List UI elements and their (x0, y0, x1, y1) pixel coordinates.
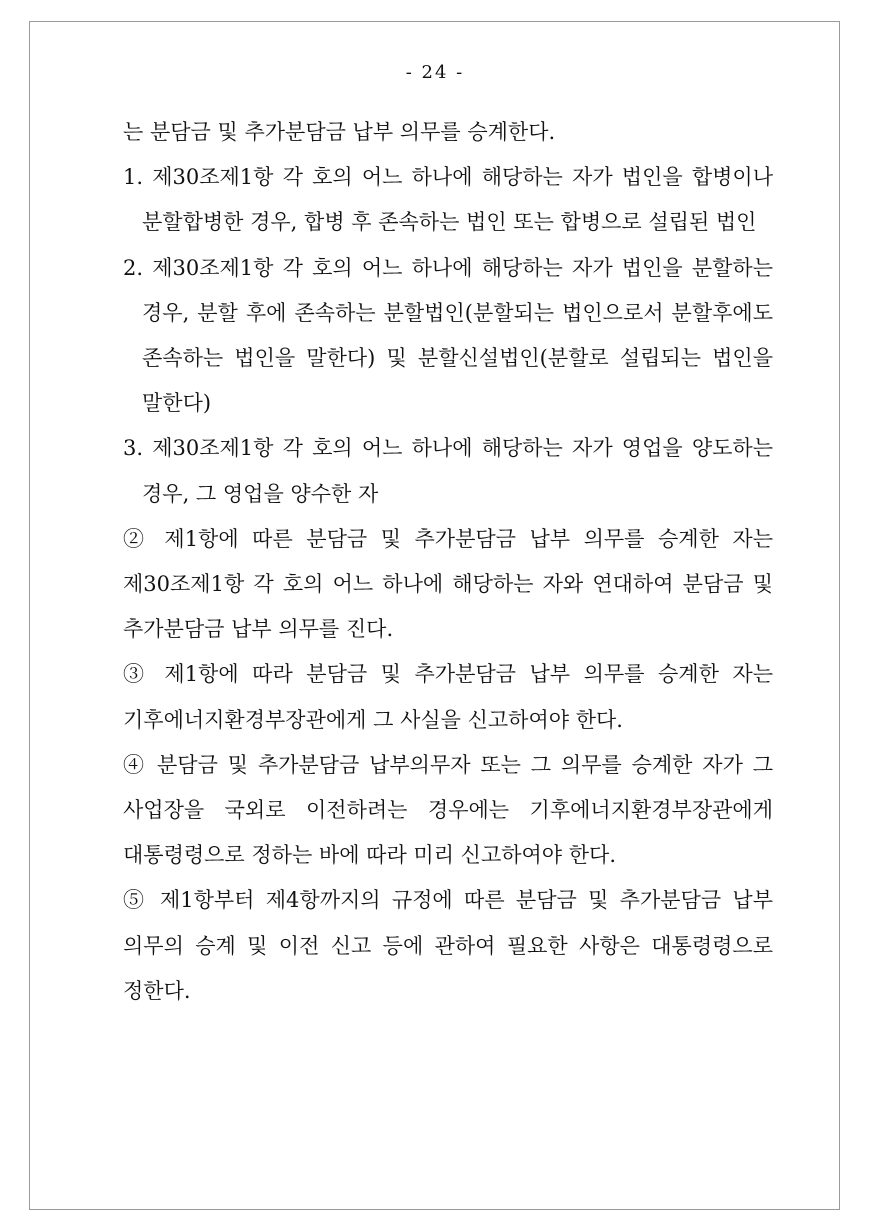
list-item-1: 1. 제30조제1항 각 호의 어느 하나에 해당하는 자가 법인을 합병이나 분할합병한 경우, 합병 후 존속하는 법인 또는 합병으로 설립된 법인 (123, 165, 773, 235)
clause-4: ④ 분담금 및 추가분담금 납부의무자 또는 그 의무를 승계한 자가 그 사업장을 국외로 이전하려는 경우에는 기후에너지환경부장관에게 대통령령으로 정하는 바에 따라 미리 신고하여야 한다. (123, 752, 773, 868)
page-number: - 24 - (405, 62, 465, 83)
list-item-3: 3. 제30조제1항 각 호의 어느 하나에 해당하는 자가 영업을 양도하는 경우, 그 영업을 양수한 자 (123, 436, 773, 506)
document-body (123, 110, 773, 1014)
list-item-2: 2. 제30조제1항 각 호의 어느 하나에 해당하는 자가 법인을 분할하는 경우, 분할 후에 존속하는 분할법인(분할되는 법인으로서 분할후에도 존속하는 법인을 말한다) 및 분할신설법인(분할로 설립되는 법인을 말한다) (123, 255, 773, 416)
paragraph-continuation: 는 분담금 및 추가분담금 납부 의무를 승계한다. (123, 120, 556, 144)
clause-3: ③ 제1항에 따라 분담금 및 추가분담금 납부 의무를 승계한 자는 기후에너지환경부장관에게 그 사실을 신고하여야 한다. (123, 662, 773, 732)
clause-2: ② 제1항에 따른 분담금 및 추가분담금 납부 의무를 승계한 자는 제30조제1항 각 호의 어느 하나에 해당하는 자와 연대하여 분담금 및 추가분담금 납부 의무를 진다. (123, 526, 773, 642)
clause-5: ⑤ 제1항부터 제4항까지의 규정에 따른 분담금 및 추가분담금 납부 의무의 승계 및 이전 신고 등에 관하여 필요한 사항은 대통령령으로 정한다. (123, 888, 773, 1003)
